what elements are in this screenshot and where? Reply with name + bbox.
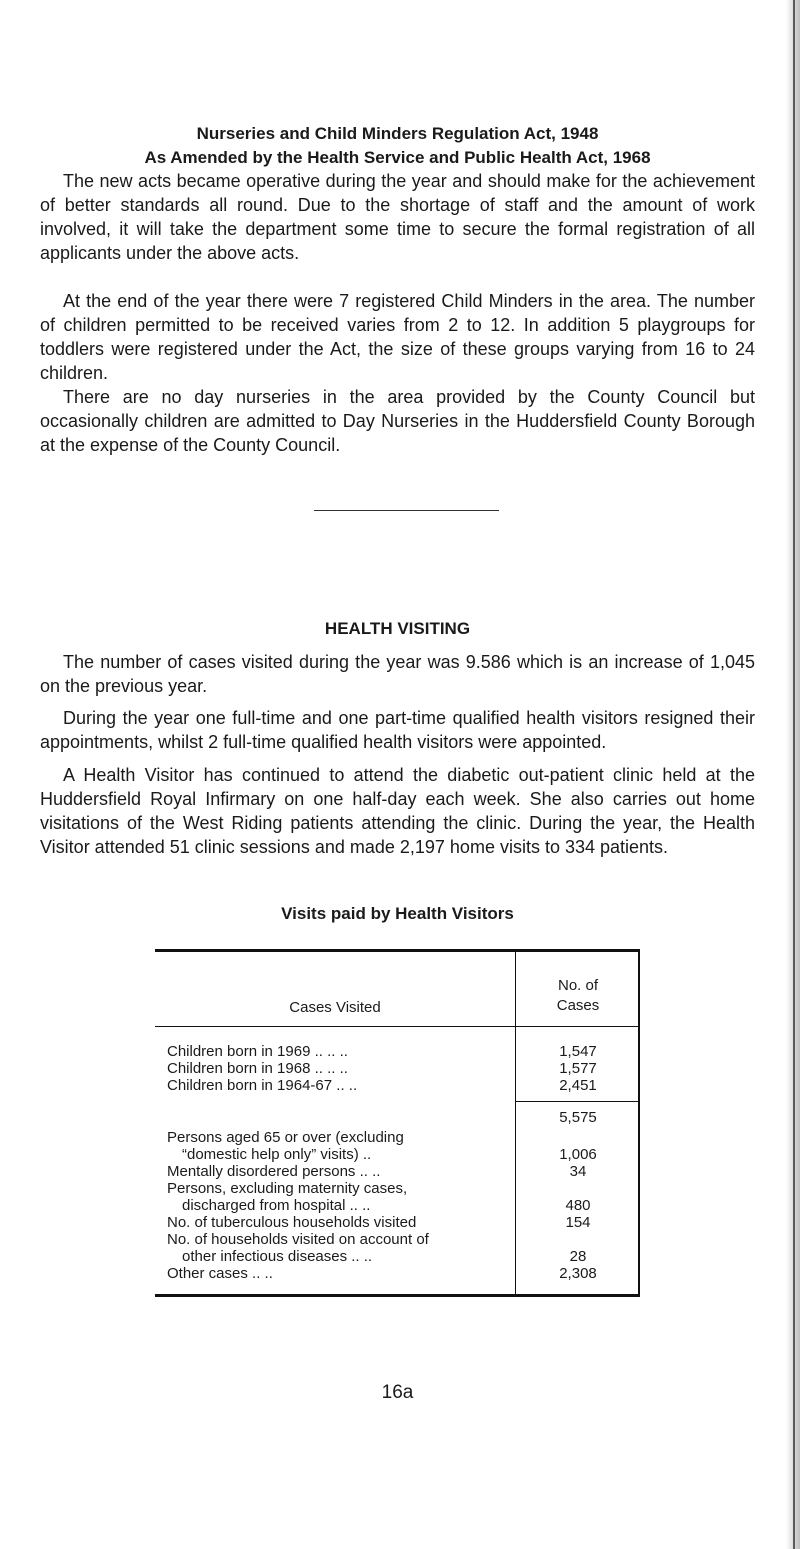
row-value: 154 <box>565 1214 591 1231</box>
nurseries-body <box>40 169 755 265</box>
header-cases-visited: Cases Visited <box>289 999 381 1016</box>
health-visiting-body-3 <box>40 763 755 859</box>
health-visiting-paragraph-3: A Health Visitor has continued to attend the diabetic out-patient clinic held at the Huddersfield Royal Infirmary on one half-day each week. She also carries out home visitations of the West Riding patients attending the clinic. During the year, the Health Visitor attended 51 clinic sessions and made 2,197 home visits to 334 patients. <box>40 765 755 857</box>
subtotal-row <box>155 1106 640 1129</box>
row-label: Children born in 1969 .. .. .. <box>167 1043 348 1060</box>
nurseries-section <box>40 122 755 170</box>
table-bottom-spacer <box>155 1282 640 1294</box>
nurseries-body-2 <box>40 289 755 385</box>
row-value: 1,006 <box>559 1146 597 1163</box>
table-row <box>155 1197 640 1214</box>
page-number: 16a <box>381 1382 414 1403</box>
row-value: 2,308 <box>559 1265 597 1282</box>
table-row <box>155 1248 640 1265</box>
nurseries-paragraph-1: The new acts became operative during the year and should make for the achievement of better standards all round. Due to the shortage of staff and the amount of work involved, it will take the department some time to secure the formal registration of all applicants under the above acts. <box>40 171 755 263</box>
header-no-of-cases <box>516 976 640 1016</box>
row-label: Persons aged 65 or over (excluding <box>167 1129 404 1146</box>
row-label: Other cases .. .. <box>167 1265 273 1282</box>
table-header-row <box>155 952 640 1027</box>
table-row <box>155 1214 640 1231</box>
row-label: Children born in 1964-67 .. .. <box>167 1077 358 1094</box>
visits-table-title: Visits paid by Health Visitors <box>281 904 514 923</box>
visits-table-heading <box>40 902 755 926</box>
row-label: No. of households visited on account of <box>167 1231 429 1248</box>
row-value: 480 <box>565 1197 591 1214</box>
nurseries-title: Nurseries and Child Minders Regulation Act, 1948 <box>196 124 599 143</box>
table-row <box>155 1163 640 1180</box>
section-divider <box>314 510 499 511</box>
table-row <box>155 1265 640 1282</box>
health-visiting-body-1 <box>40 650 755 698</box>
health-visiting-body-2 <box>40 706 755 754</box>
row-label: Mentally disordered persons .. .. <box>167 1163 381 1180</box>
row-value: 2,451 <box>559 1077 597 1094</box>
nurseries-subtitle: As Amended by the Health Service and Public Health Act, 1968 <box>144 148 651 167</box>
table-row <box>155 1231 640 1248</box>
row-label-continued: other infectious diseases .. .. <box>182 1248 373 1265</box>
header-cases: Cases <box>556 997 600 1014</box>
row-value: 1,547 <box>559 1043 597 1060</box>
health-visiting-paragraph-2: During the year one full-time and one part-time qualified health visitors resigned their appointments, whilst 2 full-time qualified health visitors were appointed. <box>40 708 755 752</box>
table-spacer <box>155 1027 640 1043</box>
row-label-continued: discharged from hospital .. .. <box>182 1197 371 1214</box>
header-no-of: No. of <box>557 977 599 994</box>
table-row <box>155 1043 640 1060</box>
page-edge-line <box>793 0 795 1549</box>
subtotal-rule <box>516 1101 640 1102</box>
row-label: No. of tuberculous households visited <box>167 1214 417 1231</box>
row-value: 1,577 <box>559 1060 597 1077</box>
health-visiting-paragraph-1: The number of cases visited during the year was 9.586 which is an increase of 1,045 on the previous year. <box>40 652 755 696</box>
subtotal-value: 5,575 <box>559 1109 597 1126</box>
row-value: 34 <box>569 1163 587 1180</box>
table-row <box>155 1129 640 1146</box>
health-visiting-title: HEALTH VISITING <box>324 619 471 638</box>
row-value: 28 <box>569 1248 587 1265</box>
nurseries-paragraph-3: There are no day nurseries in the area provided by the County Council but occasionally children are admitted to Day Nurseries in the Huddersfield County Borough at the expense of the County Council. <box>40 387 755 455</box>
subtotal-gap <box>155 1094 640 1106</box>
row-label: Persons, excluding maternity cases, <box>167 1180 408 1197</box>
table-row <box>155 1060 640 1077</box>
visits-table <box>155 949 640 1297</box>
table-row <box>155 1146 640 1163</box>
nurseries-paragraph-2: At the end of the year there were 7 registered Child Minders in the area. The number of children permitted to be received varies from 2 to 12. In addition 5 playgroups for toddlers were registered under the Act, the size of these groups varying from 16 to 24 children. <box>40 291 755 383</box>
row-label-continued: “domestic help only” visits) .. <box>182 1146 372 1163</box>
nurseries-body-3 <box>40 385 755 457</box>
health-visiting-section <box>40 617 755 641</box>
row-label: Children born in 1968 .. .. .. <box>167 1060 348 1077</box>
table-row <box>155 1180 640 1197</box>
table-row <box>155 1077 640 1094</box>
